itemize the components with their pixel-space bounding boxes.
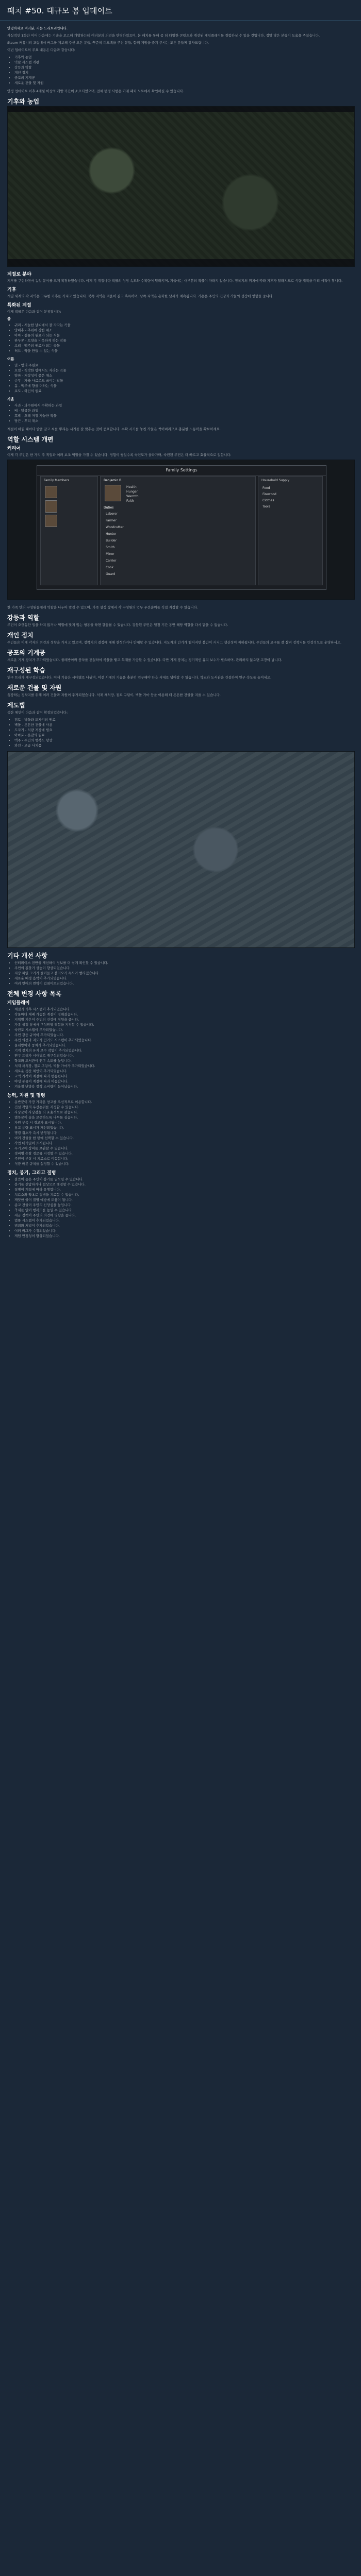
list-item: • 호밀 - 척박한 땅에서도 자라는 곡물: [14, 368, 354, 373]
page-title: 패치 #50. 대규모 봄 업데이트: [0, 0, 361, 21]
list-item: • 사냥꾼이 사냥감을 더 효율적으로 찾습니다.: [14, 1110, 354, 1115]
subsection-title: 정치, 봉기, 그리고 질병: [7, 1171, 56, 1176]
paragraph: 성장하는 정착지를 위해 여러 건물과 자원이 추가되었습니다. 석재 채석장, 점토 구덩이, 벽돌 가마 등을 이용해 더 튼튼한 건물을 지을 수 있습니다.: [7, 693, 221, 697]
game-toolbar: [8, 259, 354, 266]
list-item: • 불만이 높은 주민이 봉기를 일으킬 수 있습니다.: [14, 1177, 354, 1182]
game-hud: [8, 107, 354, 112]
member-detail-panel: [100, 476, 256, 585]
list-item: • 경비병 순찰 경로를 지정할 수 있습니다.: [14, 1151, 354, 1156]
list-item: • 운반꾼이 가장 가까운 창고를 우선적으로 이용합니다.: [14, 1099, 354, 1105]
paragraph: 연구 트리가 재구성되었습니다. 이제 기술은 시대별로 나뉘며, 이전 시대의 기술을 충분히 연구해야 다음 시대로 넘어갈 수 있습니다. 학교와 도서관을 건설하여 연구 속도를 높이세요.: [7, 675, 272, 680]
list-item: • 사과 - 과수원에서 수확하는 과일: [14, 403, 354, 408]
changelog-list: [7, 1177, 354, 1239]
list-item: • 기후와 농업: [14, 55, 354, 60]
list-item: • 역할 시스템 개편: [14, 60, 354, 65]
list-item: • 양배추 - 추위에 강한 채소: [14, 328, 354, 333]
list-item: • 숙련도 시스템이 추가되었습니다.: [14, 1027, 354, 1032]
paragraph: 한 가족 안의 구성원들에게 역할을 나누어 맡길 수 있으며, 가족 설정 창에서 각 구성원의 업무 우선순위를 직접 지정할 수 있습니다.: [7, 605, 198, 609]
list-item: • 포도 - 와인의 원료: [14, 388, 354, 394]
list-item: • 호박 - 오래 저장 가능한 작물: [14, 413, 354, 418]
list-item: • 주민 의견과 지도자 인기도 시스템이 추가되었습니다.: [14, 1038, 354, 1043]
list-item: • 무기고에 장비를 보관할 수 있습니다.: [14, 1146, 354, 1151]
job-row-label[interactable]: Laborer: [106, 512, 118, 516]
intro-paragraph: 안정 업데이트 이후 4개월 이상의 개발 기간이 소요되었으며, 전체 변경 사항은 아래 패치 노트에서 확인하실 수 있습니다.: [7, 89, 184, 93]
paragraph: 계절이 바뀔 때마다 밭을 갈고 씨를 뿌리는 시기를 잘 맞추는 것이 중요합니다. 수확 시기를 놓친 작물은 썩어버리므로 충분한 노동력을 확보하세요.: [7, 427, 221, 431]
changelog-list: [7, 1099, 354, 1166]
job-row-label[interactable]: Smith: [106, 546, 115, 549]
screenshot-family-settings: [7, 460, 355, 600]
section-title: 재구성된 학습: [7, 667, 45, 674]
job-row-label[interactable]: Farmer: [106, 519, 117, 522]
avatar[interactable]: [45, 500, 57, 513]
list-item: • 개인 정치: [14, 70, 354, 75]
list-item: • 연구 트리가 시대별로 재구성되었습니다.: [14, 1053, 354, 1058]
list-item: • 완두콩 - 토양을 비옥하게 하는 작물: [14, 338, 354, 343]
subsection-title: 커리어: [7, 446, 21, 451]
list-item: • 창고 용량 표시가 개선되었습니다.: [14, 1125, 354, 1130]
list-item: • 도자기 - 식량 저장에 필요: [14, 727, 354, 733]
stat-label: Health: [126, 485, 137, 489]
list-item: • 축제를 열어 행복도를 높일 수 있습니다.: [14, 1208, 354, 1213]
avatar[interactable]: [45, 515, 57, 527]
section-title: 역할 시스템 개편: [7, 436, 54, 443]
paragraph: 새로운 기계 장치가 추가되었습니다. 물레방아와 풍차를 건설하여 곡물을 빻고 목재를 가공할 수 있습니다. 다만 기계 장치는 정기적인 유지 보수가 필요하며, 관리하지 않으면 고장이 납니다.: [7, 658, 282, 662]
stat-label: Faith: [126, 499, 134, 503]
job-row-label[interactable]: Woodcutter: [106, 526, 124, 529]
section-title: 공포의 기계공: [7, 649, 45, 656]
list-item: • 석재 채석장, 점토 구덩이, 벽돌 가마가 추가되었습니다.: [14, 1063, 354, 1069]
subsection-title: 특화된 계절: [7, 303, 31, 308]
crop-list: [7, 403, 354, 423]
section-title: 기타 개선 사항: [7, 952, 47, 959]
subsection-title: 게임플레이: [7, 1001, 30, 1006]
section-title: 강등과 역할: [7, 614, 40, 621]
crop-list: [7, 363, 354, 394]
season-label: 가을: [7, 397, 14, 401]
panel-title: Family Members: [44, 479, 70, 482]
list-item: • 주민의 길찾기 성능이 향상되었습니다.: [14, 965, 354, 971]
section-title: 제도법: [7, 702, 25, 709]
intro-paragraph: 이번 업데이트의 주요 내용은 다음과 같습니다:: [7, 48, 75, 52]
intro-list: [7, 55, 354, 86]
season-label: 여름: [7, 357, 14, 361]
list-item: • 세금 정책이 주민의 의견에 영향을 줍니다.: [14, 1213, 354, 1218]
list-item: • 치료소와 약초로 질병을 치료할 수 있습니다.: [14, 1192, 354, 1197]
production-list: [7, 717, 354, 748]
list-item: • 배 - 달콤한 과일: [14, 408, 354, 413]
intro-paragraph: Steam 커뮤니티 포럼에서 버그를 제보해 주신 모든 분들, 꾸준히 피드백을 주신 분들, 함께 게임을 즐겨 주시는 모든 분들께 감사드립니다.: [7, 41, 209, 45]
list-item: • 여러 건물을 한 번에 선택할 수 있습니다.: [14, 1136, 354, 1141]
supply-row-label: Firewood: [262, 493, 276, 496]
crop-list: [7, 323, 354, 353]
list-item: • 저장 파일 크기가 줄어들고 불러오기 속도가 빨라졌습니다.: [14, 971, 354, 976]
list-item: • 교역 가격이 계절에 따라 변동됩니다.: [14, 1074, 354, 1079]
section-title: 전체 변경 사항 목록: [7, 990, 62, 997]
list-item: • 공포의 기계공: [14, 75, 354, 80]
subsection-title: 기후: [7, 287, 17, 293]
list-item: • 강등과 역할: [14, 65, 354, 70]
list-item: • 당근 - 뿌리 채소: [14, 418, 354, 423]
paragraph: 이제 각 주민은 한 가지 주 직업과 여러 보조 역할을 가질 수 있습니다. 경험이 쌓일수록 숙련도가 올라가며, 숙련된 주민은 더 빠르고 효율적으로 일합니다.: [7, 453, 232, 457]
member-name: Benjamin B.: [104, 479, 123, 482]
list-item: • 새로운 건물 및 자원: [14, 80, 354, 86]
patch-content: [0, 21, 361, 1239]
household-supply-panel: [258, 476, 323, 585]
paragraph: 주민들은 이제 각자의 의견과 성향을 가지고 있으며, 정착지의 결정에 대해 찬성하거나 반대할 수 있습니다. 지도자의 인기가 떨어지면 불만이 커지고 생산성이 저하됩니다. 주민들의 요구를 잘 살펴 정착지를 안정적으로 운영하세요.: [7, 640, 341, 645]
job-row-label[interactable]: Cook: [106, 566, 114, 569]
job-row-label[interactable]: Carrier: [106, 559, 117, 563]
job-row-label[interactable]: Builder: [106, 539, 117, 543]
avatar: [105, 485, 121, 501]
list-item: • 건설 작업의 우선순위를 지정할 수 있습니다.: [14, 1105, 354, 1110]
section-title: 새로운 건물 및 자원: [7, 684, 62, 691]
list-item: • 법률 시스템이 추가되었습니다.: [14, 1218, 354, 1223]
paragraph: 기후를 구현하면서 농업 분야를 크게 확장하였습니다. 이제 각 계절마다 작물의 성장 속도와 수확량이 달라지며, 겨울에는 대부분의 작물이 자라지 않습니다. 정착지의 위치에 따라 기후가 달라지므로 식량 계획을 미리 세워야 합니다.: [7, 279, 343, 283]
list-item: • 기계 장치의 유지 보수 작업이 추가되었습니다.: [14, 1048, 354, 1053]
list-item: • 귀리 - 서늘한 날씨에서 잘 자라는 곡물: [14, 323, 354, 328]
list-item: • 명령 취소가 즉시 반영됩니다.: [14, 1130, 354, 1136]
changelog-list: [7, 1007, 354, 1089]
other-list: [7, 960, 354, 986]
list-item: • 자원 부족 시 경고가 표시됩니다.: [14, 1120, 354, 1125]
supply-row-label: Food: [262, 486, 270, 490]
list-item: • 지역별 기온이 주민의 건강에 영향을 줍니다.: [14, 1017, 354, 1022]
family-settings-dialog: [37, 465, 326, 590]
list-item: • 식량 배분 규칙을 설정할 수 있습니다.: [14, 1161, 354, 1166]
list-item: • 새로운 배경 음악이 추가되었습니다.: [14, 976, 354, 981]
supply-row-label: Tools: [262, 505, 270, 509]
list-item: • 밀 - 빵의 주원료: [14, 363, 354, 368]
job-row-label[interactable]: Miner: [106, 552, 114, 556]
screenshot-winter: [7, 751, 355, 948]
list-item: • 와인 - 고급 사치품: [14, 743, 354, 748]
list-item: • 학교와 도서관이 연구 속도를 높입니다.: [14, 1058, 354, 1063]
subsection-title: 능력, 자원 및 명령: [7, 1093, 45, 1098]
panel-title: Household Supply: [261, 479, 290, 482]
greeting: 안녕하세요 여러분, 저는 드리트리입니다.: [7, 26, 68, 30]
list-item: • 깨끗한 물이 질병 예방에 도움이 됩니다.: [14, 1197, 354, 1202]
section-title: 개인 정치: [7, 632, 34, 639]
subsection-title: 계절로 분야: [7, 272, 31, 277]
list-item: • 인터페이스 전반을 개선하여 정보를 더 쉽게 확인할 수 있습니다.: [14, 960, 354, 965]
list-item: • 여러 언어의 번역이 업데이트되었습니다.: [14, 981, 354, 986]
list-item: • 양파 - 저장성이 좋은 채소: [14, 373, 354, 378]
list-item: • 아마 - 섬유의 원료가 되는 식물: [14, 333, 354, 338]
list-item: • 맥주 - 주민의 행복도 향상: [14, 738, 354, 743]
duties-label: Duties: [104, 506, 114, 510]
season-label: 봄: [7, 317, 11, 321]
list-item: • 물레방아와 풍차가 추가되었습니다.: [14, 1043, 354, 1048]
list-item: • 질병이 계절에 따라 유행합니다.: [14, 1187, 354, 1192]
list-item: • 작업 대기열이 표시됩니다.: [14, 1141, 354, 1146]
dialog-title: Family Settings: [37, 466, 326, 476]
list-item: • 종교 건물이 주민의 신앙심을 높입니다.: [14, 1202, 354, 1208]
list-item: • 보리 - 맥주의 원료가 되는 곡물: [14, 343, 354, 348]
supply-row-label: Clothes: [262, 499, 274, 502]
list-item: • 점토 - 벽돌과 도자기의 원료: [14, 717, 354, 722]
stat-label: Hunger: [126, 490, 138, 494]
list-item: • 여러 버그가 수정되었습니다.: [14, 1228, 354, 1233]
list-item: • 허브 - 약을 만들 수 있는 식물: [14, 348, 354, 353]
list-item: • 새로운 생산 체인이 추가되었습니다.: [14, 1069, 354, 1074]
screenshot-farm: [7, 106, 355, 267]
list-item: • 작물마다 재배 가능한 계절이 정해졌습니다.: [14, 1012, 354, 1017]
job-row-label[interactable]: Guard: [106, 572, 116, 576]
list-item: • 벌목꾼이 숲을 보존하도록 나무를 심습니다.: [14, 1115, 354, 1120]
list-item: • 벽돌 - 튼튼한 건물에 사용: [14, 722, 354, 727]
intro-paragraph: 사실적인 1화만 이어 다음에는 기술을 보고해 개발하는데 여러분의 의견을 반영하였으며, 본 패치를 통해 좀 더 다양한 콘텐츠와 개선된 게임플레이를 경험하실 수 있을 것입니다. 정말 많은 분들이 도움을 주셨습니다.: [7, 33, 320, 38]
list-item: • 게임 안정성이 향상되었습니다.: [14, 1233, 354, 1239]
section-title: 기후와 농업: [7, 98, 40, 105]
paragraph: 게임 세계의 각 지역은 고유한 기후를 가지고 있습니다. 북쪽 지역은 겨울이 길고 혹독하며, 남쪽 지역은 온화한 날씨가 계속됩니다. 기온은 주민의 건강과 작물의 성장에 영향을 줍니다.: [7, 294, 274, 298]
family-members-panel: [40, 476, 98, 585]
stat-label: Warmth: [126, 495, 139, 498]
list-item: • 겨울철 난방용 장작 소비량이 늘어났습니다.: [14, 1084, 354, 1089]
paragraph: 생산 체인이 다음과 같이 확장되었습니다:: [7, 710, 68, 715]
paragraph: 주민이 오랫동안 일을 하지 않거나 역할에 맞지 않는 행동을 하면 강등될 수 있습니다. 강등된 주민은 일정 기간 동안 해당 역할을 다시 맡을 수 없습니다.: [7, 623, 228, 627]
list-item: • 야생 동물이 계절에 따라 이동합니다.: [14, 1079, 354, 1084]
list-item: • 아마포 - 옷감의 원료: [14, 733, 354, 738]
list-item: • 계절과 기후 시스템이 추가되었습니다.: [14, 1007, 354, 1012]
paragraph: 이제 작물은 다음과 같이 분류됩니다:: [7, 310, 61, 314]
list-item: • 가족 설정 창에서 구성원별 역할을 지정할 수 있습니다.: [14, 1022, 354, 1027]
list-item: • 주민이 부상 시 치료소로 이동합니다.: [14, 1156, 354, 1161]
list-item: • 순무 - 가축 사료로도 쓰이는 작물: [14, 378, 354, 383]
job-row-label[interactable]: Hunter: [106, 532, 117, 536]
list-item: • 주민 강등 규칙이 추가되었습니다.: [14, 1032, 354, 1038]
list-item: • 범죄와 처벌이 추가되었습니다.: [14, 1223, 354, 1228]
list-item: • 홉 - 맥주에 향을 더하는 식물: [14, 383, 354, 388]
avatar[interactable]: [45, 486, 57, 498]
list-item: • 봉기를 진압하거나 협상으로 해결할 수 있습니다.: [14, 1182, 354, 1187]
